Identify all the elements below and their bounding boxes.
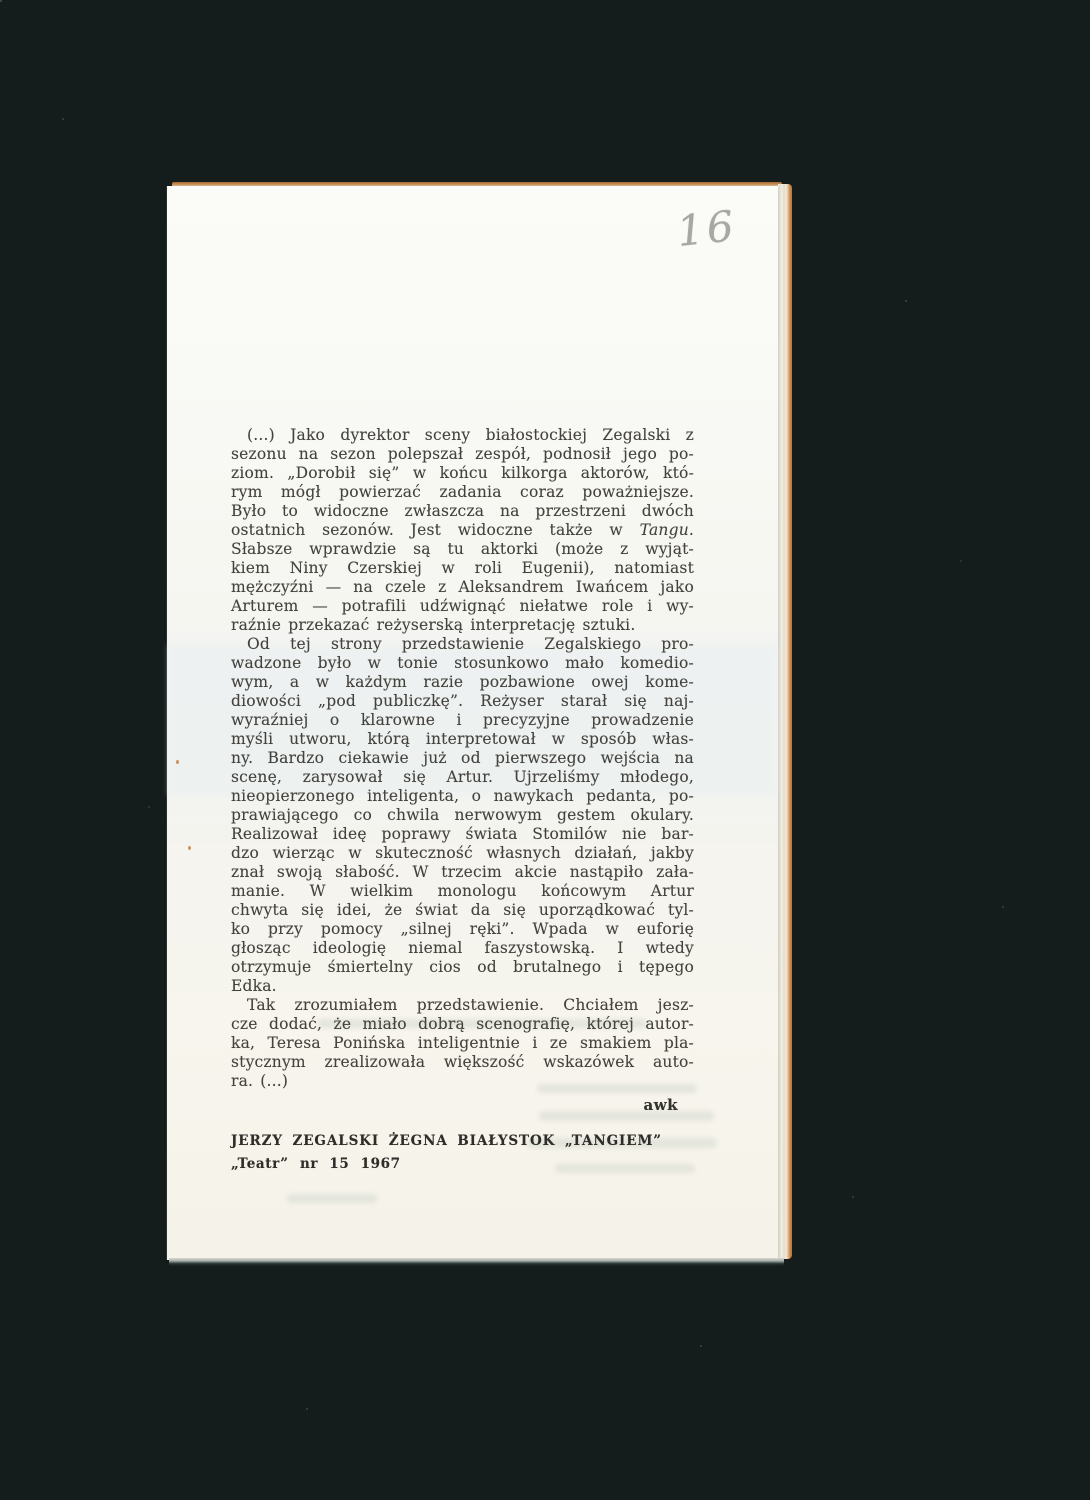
footer-title: JERZY ZEGALSKI ŻEGNA BIAŁYSTOK „TANGIEM” [231, 1133, 662, 1149]
book [167, 182, 792, 1266]
text-line: otrzymuje śmiertelny cios od brutalnego i tępego [231, 958, 694, 976]
paragraph [231, 996, 694, 1091]
text-line: Realizował ideę poprawy świata Stomilów nie bar- [231, 825, 694, 843]
text-segment: ostatnich sezonów. Jest widoczne także w [231, 521, 640, 539]
text-line: ka, Teresa Ponińska inteligentnie i ze smakiem pla- [231, 1034, 694, 1052]
text-line: diowości „pod publiczkę”. Reżyser starał się naj- [231, 692, 694, 710]
edge-fleck [188, 846, 191, 850]
text-line: kiem Niny Czerskiej w roli Eugenii), natomiast [231, 559, 694, 577]
text-line: prawiającego co chwila nerwowym gestem okulary. [231, 806, 694, 824]
text-line: Było to widoczne zwłaszcza na przestrzeni dwóch [231, 502, 694, 520]
byline: awk [643, 1096, 678, 1114]
text-line: nieopierzonego inteligenta, o nawykach pedanta, po- [231, 787, 694, 805]
page-bottom-edge [169, 1258, 784, 1266]
page-edge-stack [778, 184, 792, 1259]
paragraph [231, 426, 694, 635]
paragraph [231, 635, 694, 996]
text-line: Edka. [231, 977, 277, 995]
text-line: głosząc ideologię niemal faszystowską. I wtedy [231, 939, 694, 957]
text-line: Tak zrozumiałem przedstawienie. Chciałem jesz- [247, 996, 694, 1014]
text-line [231, 521, 694, 540]
text-line: wadzone było w tonie stosunkowo mało komedio- [231, 654, 694, 672]
text-line: myśli utworu, którą interpretował w sposób włas- [231, 730, 694, 748]
text-line: dzo wierząc w skuteczność własnych działań, jakby [231, 844, 694, 862]
text-line: Arturem — potrafili udźwignąć niełatwe role i wy- [231, 597, 694, 615]
dust-specks [0, 0, 2, 2]
paragraphs-container [231, 426, 694, 1091]
footer [231, 1130, 694, 1176]
text-line: Słabsze wprawdzie są tu aktorki (może z wyjąt- [231, 540, 694, 558]
text-line: sezonu na sezon polepszał zespół, podnosił jego po- [231, 445, 694, 463]
text-line: manie. W wielkim monologu końcowym Artur [231, 882, 694, 900]
italic-title: Tangu. [639, 521, 694, 539]
text-line: znał swoją słabość. W trzecim akcie nastąpiło zała- [231, 863, 694, 881]
text-line: wym, a w każdym razie pozbawione owej kome- [231, 673, 694, 691]
text-line: chwyta się idei, że świat da się uporządkować tyl- [231, 901, 694, 919]
footer-source: „Teatr” nr 15 1967 [231, 1156, 401, 1172]
edge-fleck [176, 760, 179, 764]
text-line: mężczyźni — na czele z Aleksandrem Iwańcem jako [231, 578, 694, 596]
handwritten-page-number: 16 [674, 201, 739, 256]
text-line: ko przy pomocy „silnej ręki”. Wpada w euforię [231, 920, 694, 938]
text-line: cze dodać, że miało dobrą scenografię, której autor- [231, 1015, 694, 1033]
text-block [231, 426, 694, 1176]
text-line: ny. Bardzo ciekawie już od pierwszego wejścia na [231, 749, 694, 767]
text-line: (...) Jako dyrektor sceny białostockiej Zegalski z [247, 426, 694, 444]
show-through-artifact [287, 1194, 377, 1203]
text-line: wyraźniej o klarowne i precyzyjne prowadzenie [231, 711, 694, 729]
text-line: stycznym zrealizowała większość wskazówek auto- [231, 1053, 694, 1071]
text-line: ziom. „Dorobił się” w końcu kilkorga aktorów, któ- [231, 464, 694, 482]
text-line: raźnie przekazać reżyserską interpretację sztuki. [231, 616, 636, 634]
text-line: scenę, zarysował się Artur. Ujrzeliśmy młodego, [231, 768, 694, 786]
text-line: ra. (...) [231, 1072, 289, 1090]
text-line: Od tej strony przedstawienie Zegalskiego pro- [247, 635, 694, 653]
book-page [167, 186, 778, 1260]
text-line: rym mógł powierzać zadania coraz poważniejsze. [231, 483, 694, 501]
